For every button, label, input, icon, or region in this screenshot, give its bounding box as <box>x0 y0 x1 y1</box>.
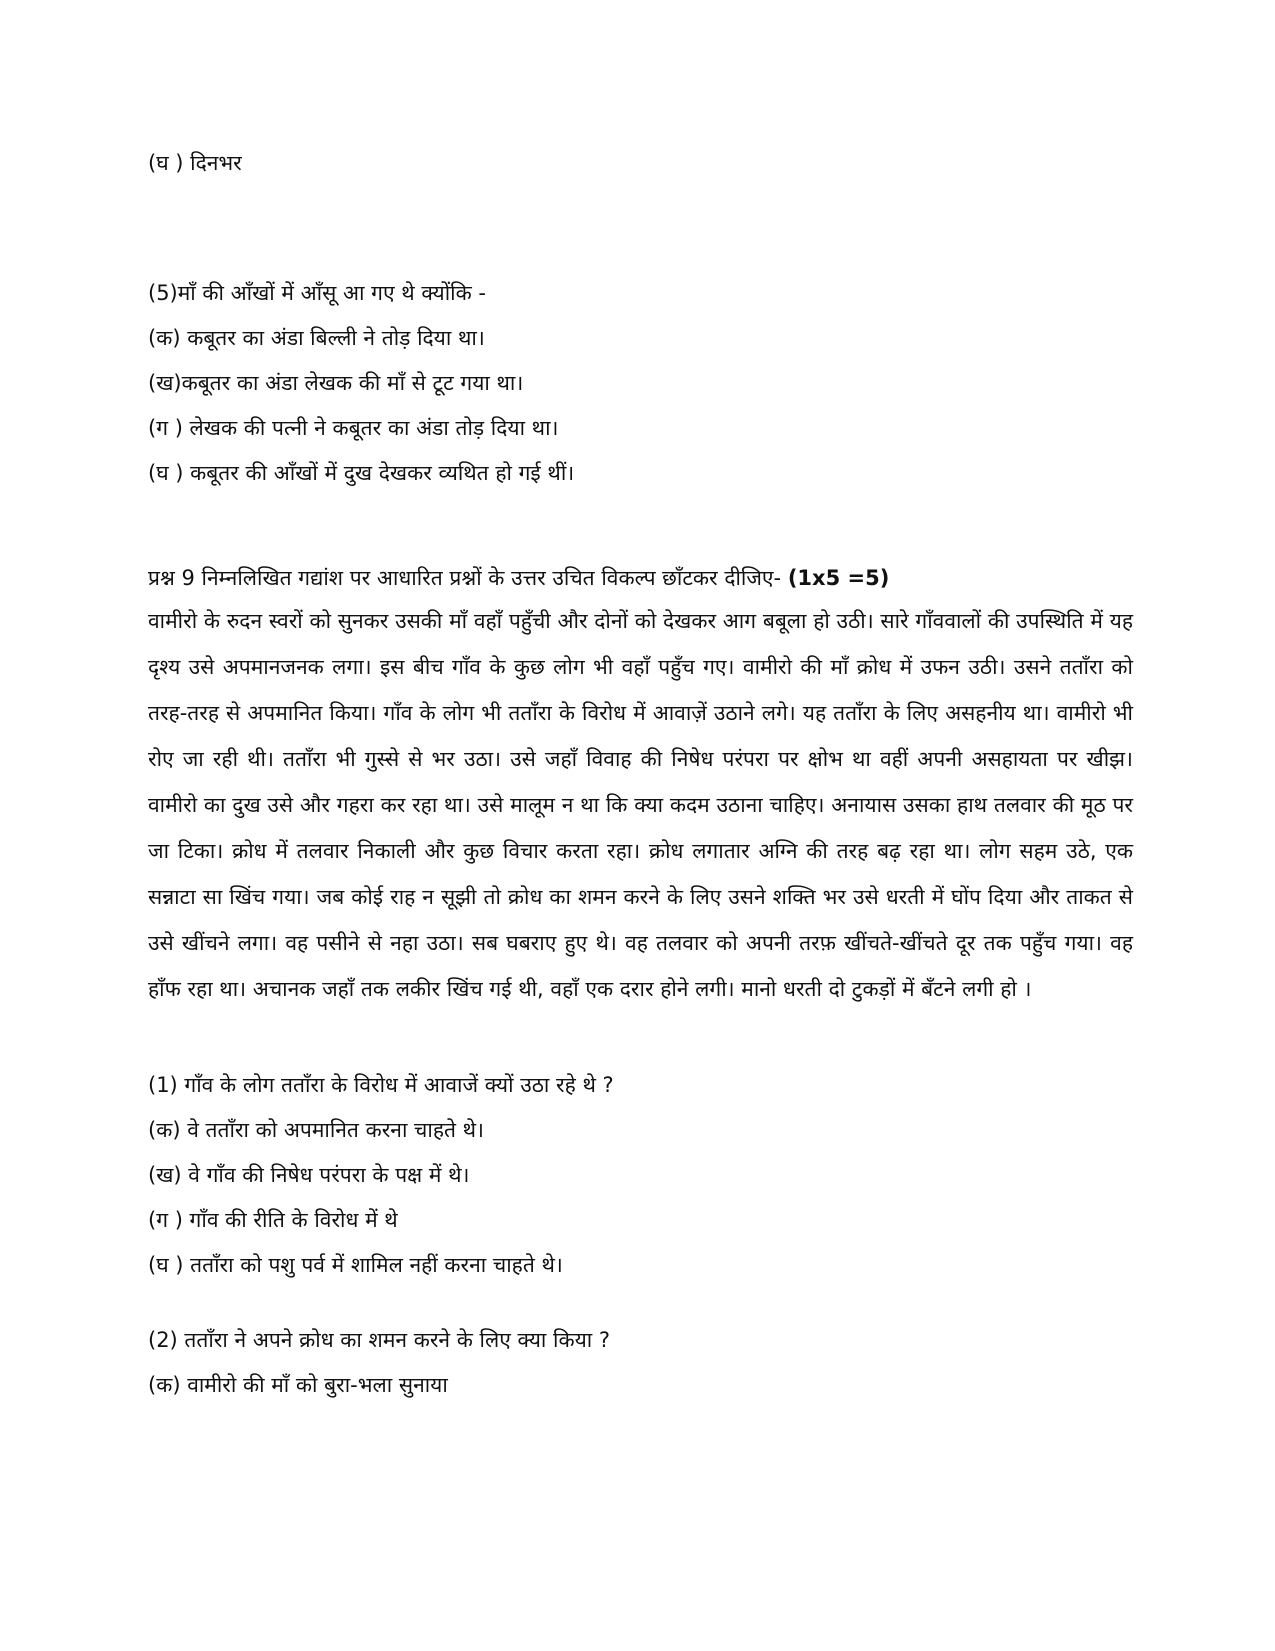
q5-question: (5)माँ की आँखों में आँसू आ गए थे क्योंकि - <box>148 281 486 305</box>
previous-option-d: (घ ) दिनभर <box>148 151 242 175</box>
section9-passage: वामीरो के रुदन स्वरों को सुनकर उसकी माँ वहाँ पहुँची और दोनों को देखकर आग बबूला हो उठी। सारे गाँववालों की उपस्थिति में यह दृश्य उसे अपमानजनक लगा। इस बीच गाँव के कुछ लोग भी वहाँ पहुँच गए। वामीरो की माँ क्रोध में उफन उठी। उसने तताँरा को तरह-तरह से अपमानित किया। गाँव के लोग भी तताँरा के विरोध में आवाज़ें उठाने लगे। यह तताँरा के लिए असहनीय था। वामीरो भी रोए जा रही थी। तताँरा भी गुस्से से भर उठा। उसे जहाँ विवाह की निषेध परंपरा पर क्षोभ था वहीं अपनी असहायता पर खीझ। वामीरो का दुख उसे और गहरा कर रहा था। उसे मालूम न था कि क्या कदम उठाना चाहिए। अनायास उसका हाथ तलवार की मूठ पर जा टिका। क्रोध में तलवार निकाली और कुछ विचार करता रहा। क्रोध लगातार अग्नि की तरह बढ़ रहा था। लोग सहम उठे, एक सन्नाटा सा खिंच गया। जब कोई राह न सूझी तो क्रोध का शमन करने के लिए उसने शक्ति भर उसे धरती में घोंप दिया और ताकत से उसे खींचने लगा। वह पसीने से नहा उठा। सब घबराए हुए थे। वह तलवार को अपनी तरफ़ खींचते-खींचते दूर तक पहुँच गया। वह हाँफ रहा था। अचानक जहाँ तक लकीर खिंच गई थी, वहाँ एक दरार होने लगी। मानो धरती दो टुकड़ों में बँटने लगी हो । <box>148 609 1133 1001</box>
q5-option-gha: (घ ) कबूतर की आँखों में दुख देखकर व्यथित हो गई थीं। <box>148 461 575 485</box>
section9-marks: (1x5 =5) <box>787 566 890 590</box>
q5-option-ka: (क) कबूतर का अंडा बिल्ली ने तोड़ दिया था। <box>148 326 485 350</box>
q5-option-kha: (ख)कबूतर का अंडा लेखक की माँ से टूट गया था। <box>148 371 524 395</box>
section9-heading-line <box>148 563 889 593</box>
s9-q1-option-ka: (क) वे तताँरा को अपमानित करना चाहते थे। <box>148 1118 485 1142</box>
s9-q2-question: (2) तताँरा ने अपने क्रोध का शमन करने के लिए क्या किया ? <box>148 1328 611 1352</box>
s9-q1-option-ga: (ग ) गाँव की रीति के विरोध में थे <box>148 1208 398 1232</box>
section9-heading: प्रश्न 9 निम्नलिखित गद्यांश पर आधारित प्रश्नों के उत्तर उचित विकल्प छाँटकर दीजिए- <box>148 566 782 590</box>
s9-q1-option-gha: (घ ) तताँरा को पशु पर्व में शामिल नहीं करना चाहते थे। <box>148 1253 563 1277</box>
s9-q1-option-kha: (ख) वे गाँव की निषेध परंपरा के पक्ष में थे। <box>148 1163 470 1187</box>
q5-option-ga: (ग ) लेखक की पत्नी ने कबूतर का अंडा तोड़ दिया था। <box>148 416 559 440</box>
s9-q2-option-ka: (क) वामीरो की माँ को बुरा-भला सुनाया <box>148 1373 448 1397</box>
s9-q1-question: (1) गाँव के लोग तताँरा के विरोध में आवाजें क्यों उठा रहे थे ? <box>148 1073 614 1097</box>
